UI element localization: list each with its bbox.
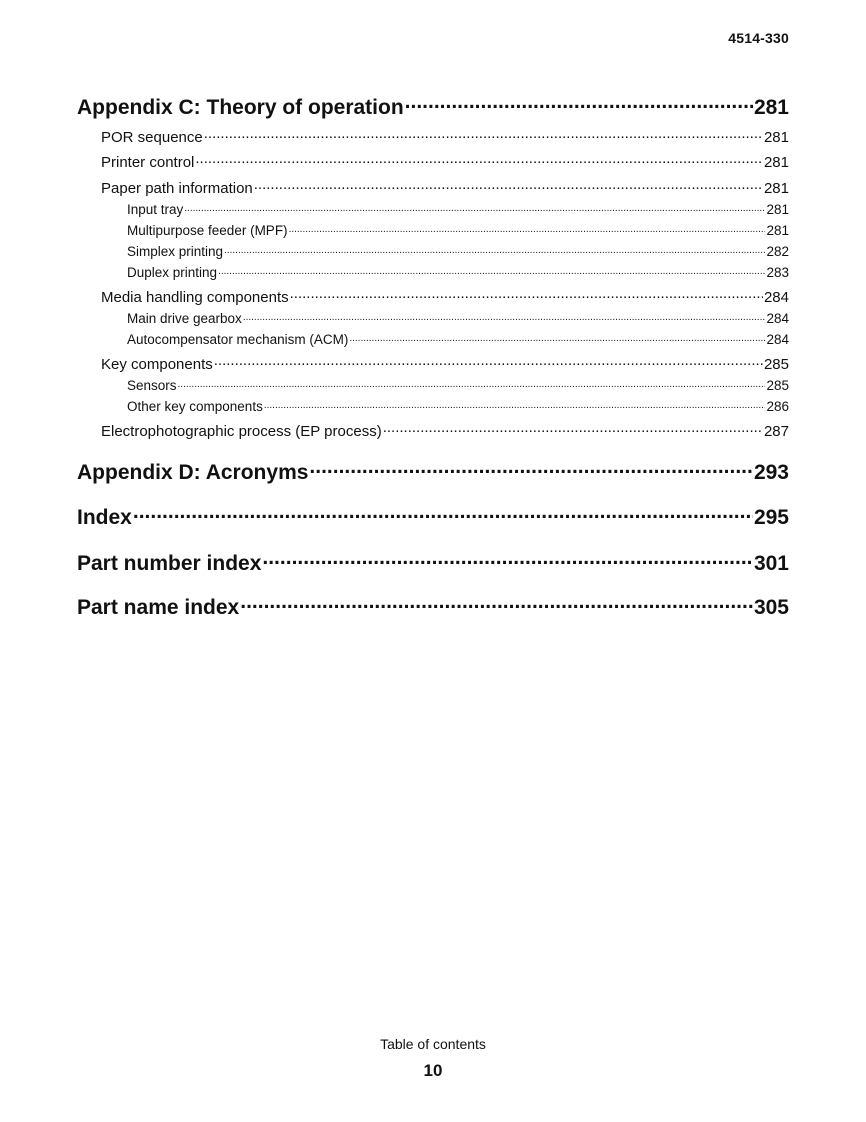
toc-entry-page: 282 bbox=[766, 244, 789, 259]
dot-leader bbox=[262, 550, 753, 570]
dot-leader bbox=[264, 398, 766, 411]
dot-leader bbox=[184, 201, 765, 214]
toc-entry-label: Appendix D: Acronyms bbox=[77, 461, 309, 484]
toc-entry-appendix-c[interactable] bbox=[77, 94, 789, 120]
toc-entry-page: 284 bbox=[763, 289, 789, 306]
toc-entry-page: 301 bbox=[753, 552, 789, 575]
toc-entry-label: POR sequence bbox=[101, 129, 203, 146]
toc-entry-page: 284 bbox=[766, 332, 789, 347]
toc-entry-label: Printer control bbox=[101, 154, 195, 171]
toc-entry-page: 293 bbox=[753, 461, 789, 484]
toc-entry-label: Paper path information bbox=[101, 180, 253, 197]
toc-entry-page: 285 bbox=[763, 356, 789, 373]
page-number: 10 bbox=[423, 1061, 443, 1080]
toc-entry-appendix-d[interactable] bbox=[77, 459, 789, 485]
toc-entry-label: Input tray bbox=[127, 202, 184, 217]
dot-leader bbox=[309, 459, 753, 479]
toc-entry-simplex-printing[interactable] bbox=[77, 243, 789, 260]
dot-leader bbox=[133, 504, 753, 524]
document-id: 4514-330 bbox=[728, 30, 789, 46]
toc-entry-media-handling-components[interactable] bbox=[77, 287, 789, 306]
toc-entry-page: 286 bbox=[766, 399, 789, 414]
dot-leader bbox=[349, 331, 765, 344]
dot-leader bbox=[289, 222, 766, 235]
dot-leader bbox=[383, 421, 763, 436]
toc-entry-page: 295 bbox=[753, 506, 789, 529]
toc-entry-page: 305 bbox=[753, 596, 789, 619]
dot-leader bbox=[224, 243, 765, 256]
toc-entry-label: Appendix C: Theory of operation bbox=[77, 96, 404, 119]
dot-leader bbox=[290, 287, 763, 302]
toc-entry-label: Key components bbox=[101, 356, 213, 373]
toc-entry-label: Sensors bbox=[127, 378, 177, 393]
dot-leader bbox=[243, 310, 766, 323]
dot-leader bbox=[204, 127, 763, 142]
toc-entry-label: Duplex printing bbox=[127, 265, 218, 280]
toc-entry-sensors[interactable] bbox=[77, 377, 789, 394]
toc-entry-index[interactable] bbox=[77, 504, 789, 530]
toc-entry-label: Other key components bbox=[127, 399, 263, 414]
toc-entry-label: Autocompensator mechanism (ACM) bbox=[127, 332, 349, 347]
toc-entry-label: Simplex printing bbox=[127, 244, 224, 259]
toc-entry-por-sequence[interactable] bbox=[77, 127, 789, 146]
toc-entry-page: 283 bbox=[766, 265, 789, 280]
toc-entry-page: 285 bbox=[766, 378, 789, 393]
toc-entry-page: 281 bbox=[763, 154, 789, 171]
toc-entry-printer-control[interactable] bbox=[77, 152, 789, 171]
footer-section-label: Table of contents bbox=[380, 1036, 486, 1052]
toc-entry-part-name-index[interactable] bbox=[77, 594, 789, 620]
dot-leader bbox=[195, 152, 763, 167]
toc-entry-label: Multipurpose feeder (MPF) bbox=[127, 223, 288, 238]
dot-leader bbox=[254, 178, 763, 193]
toc-entry-page: 281 bbox=[766, 202, 789, 217]
toc-entry-input-tray[interactable] bbox=[77, 201, 789, 218]
toc-entry-label: Index bbox=[77, 506, 132, 529]
toc-entry-multipurpose-feeder[interactable] bbox=[77, 222, 789, 239]
toc-entry-other-key-components[interactable] bbox=[77, 398, 789, 415]
toc-entry-ep-process[interactable] bbox=[77, 421, 789, 440]
toc-entry-label: Media handling components bbox=[101, 289, 289, 306]
toc-entry-part-number-index[interactable] bbox=[77, 550, 789, 576]
toc-entry-page: 281 bbox=[766, 223, 789, 238]
dot-leader bbox=[405, 94, 753, 114]
dot-leader bbox=[178, 377, 766, 390]
toc-entry-label: Part name index bbox=[77, 596, 240, 619]
dot-leader bbox=[218, 264, 765, 277]
toc-entry-label: Part number index bbox=[77, 552, 262, 575]
toc-entry-page: 281 bbox=[763, 180, 789, 197]
dot-leader bbox=[214, 354, 763, 369]
toc-entry-page: 281 bbox=[753, 96, 789, 119]
toc-entry-page: 281 bbox=[763, 129, 789, 146]
toc-entry-duplex-printing[interactable] bbox=[77, 264, 789, 281]
toc-entry-main-drive-gearbox[interactable] bbox=[77, 310, 789, 327]
toc-entry-key-components[interactable] bbox=[77, 354, 789, 373]
toc-entry-autocompensator-mechanism[interactable] bbox=[77, 331, 789, 348]
toc-entry-paper-path-information[interactable] bbox=[77, 178, 789, 197]
toc-entry-page: 284 bbox=[766, 311, 789, 326]
toc-entry-label: Main drive gearbox bbox=[127, 311, 242, 326]
dot-leader bbox=[240, 594, 753, 614]
toc-entry-label: Electrophotographic process (EP process) bbox=[101, 423, 382, 440]
toc-entry-page: 287 bbox=[763, 423, 789, 440]
